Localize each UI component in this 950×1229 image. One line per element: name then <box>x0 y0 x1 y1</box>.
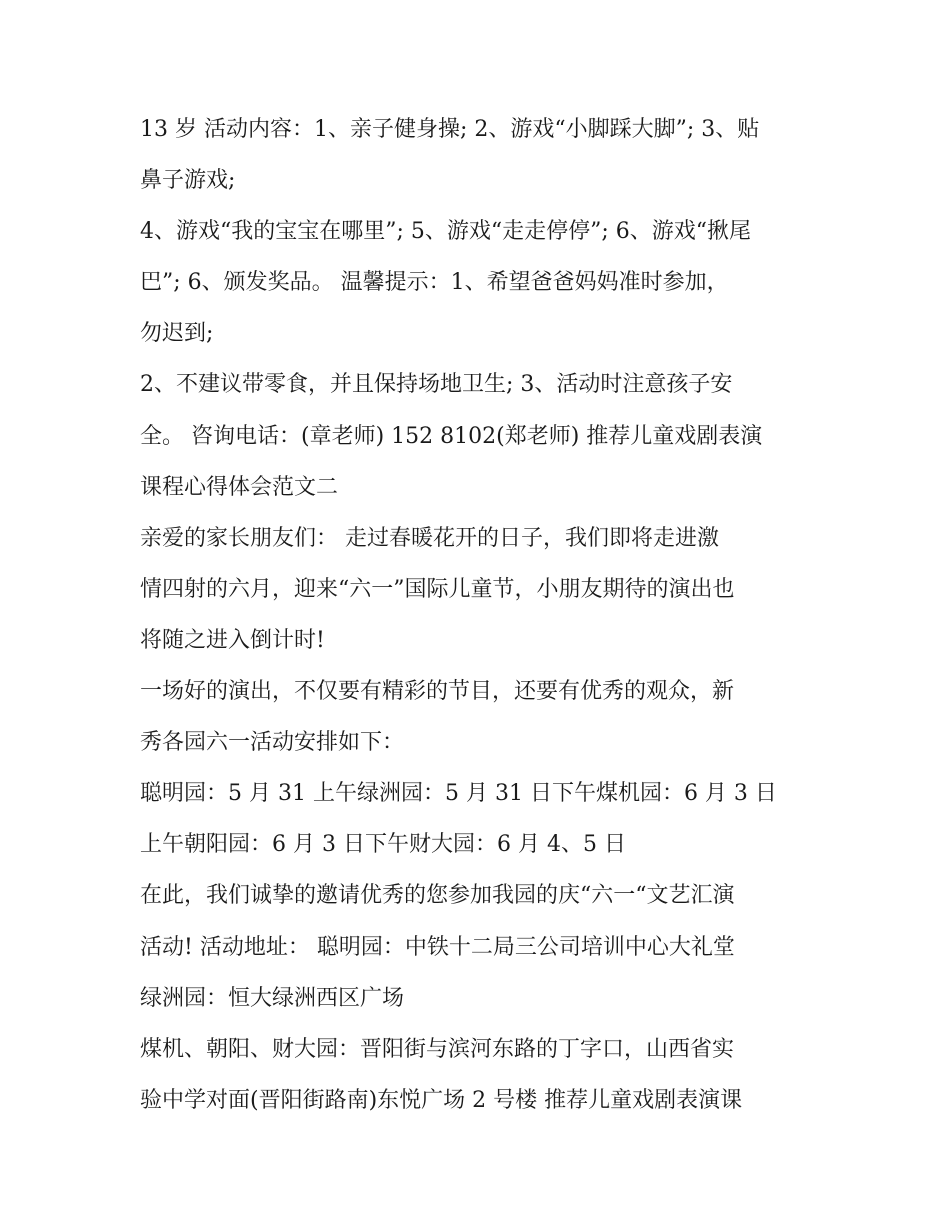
text-line: 将随之进入倒计时! <box>140 627 325 653</box>
text-line: 鼻子游戏; <box>140 168 236 194</box>
text-line: 一场好的演出，不仅要有精彩的节目，还要有优秀的观众，新 <box>140 679 735 705</box>
text-line: 秀各园六一活动安排如下： <box>140 730 405 756</box>
text-line: 2、不建议带零食，并且保持场地卫生; 3、活动时注意孩子安 <box>140 372 733 398</box>
text-line: 13 岁 活动内容：1、亲子健身操; 2、游戏“小脚踩大脚”; 3、贴 <box>140 117 760 142</box>
text-line: 情四射的六月，迎来“六一”国际儿童节，小朋友期待的演出也 <box>140 576 735 602</box>
text-line: 聪明园：5 月 31 上午绿洲园：5 月 31 日下午煤机园：6 月 3 日 <box>140 781 777 807</box>
text-line: 绿洲园：恒大绿洲西区广场 <box>140 985 405 1011</box>
document-body <box>140 104 820 1126</box>
text-line: 4、游戏“我的宝宝在哪里”; 5、游戏“走走停停”; 6、游戏“揪尾 <box>140 219 752 245</box>
text-line: 亲爱的家长朋友们： 走过春暖花开的日子，我们即将走进激 <box>140 525 719 551</box>
text-line: 巴”; 6、颁发奖品。 温馨提示：1、希望爸爸妈妈准时参加， <box>140 270 729 296</box>
text-line: 上午朝阳园：6 月 3 日下午财大园：6 月 4、5 日 <box>140 832 626 858</box>
text-line: 勿迟到; <box>140 321 214 347</box>
text-line: 全。 咨询电话：(章老师) 152 8102(郑老师) 推荐儿童戏剧表演 <box>140 423 763 449</box>
text-line: 煤机、朝阳、财大园：晋阳街与滨河东路的丁字口，山西省实 <box>140 1036 735 1062</box>
text-line: 在此，我们诚挚的邀请优秀的您参加我园的庆“六一“文艺汇演 <box>140 883 735 909</box>
text-line: 活动! 活动地址： 聪明园：中铁十二局三公司培训中心大礼堂 <box>140 934 735 960</box>
text-line: 课程心得体会范文二 <box>140 474 339 500</box>
text-line: 验中学对面(晋阳街路南)东悦广场 2 号楼 推荐儿童戏剧表演课 <box>140 1087 743 1113</box>
